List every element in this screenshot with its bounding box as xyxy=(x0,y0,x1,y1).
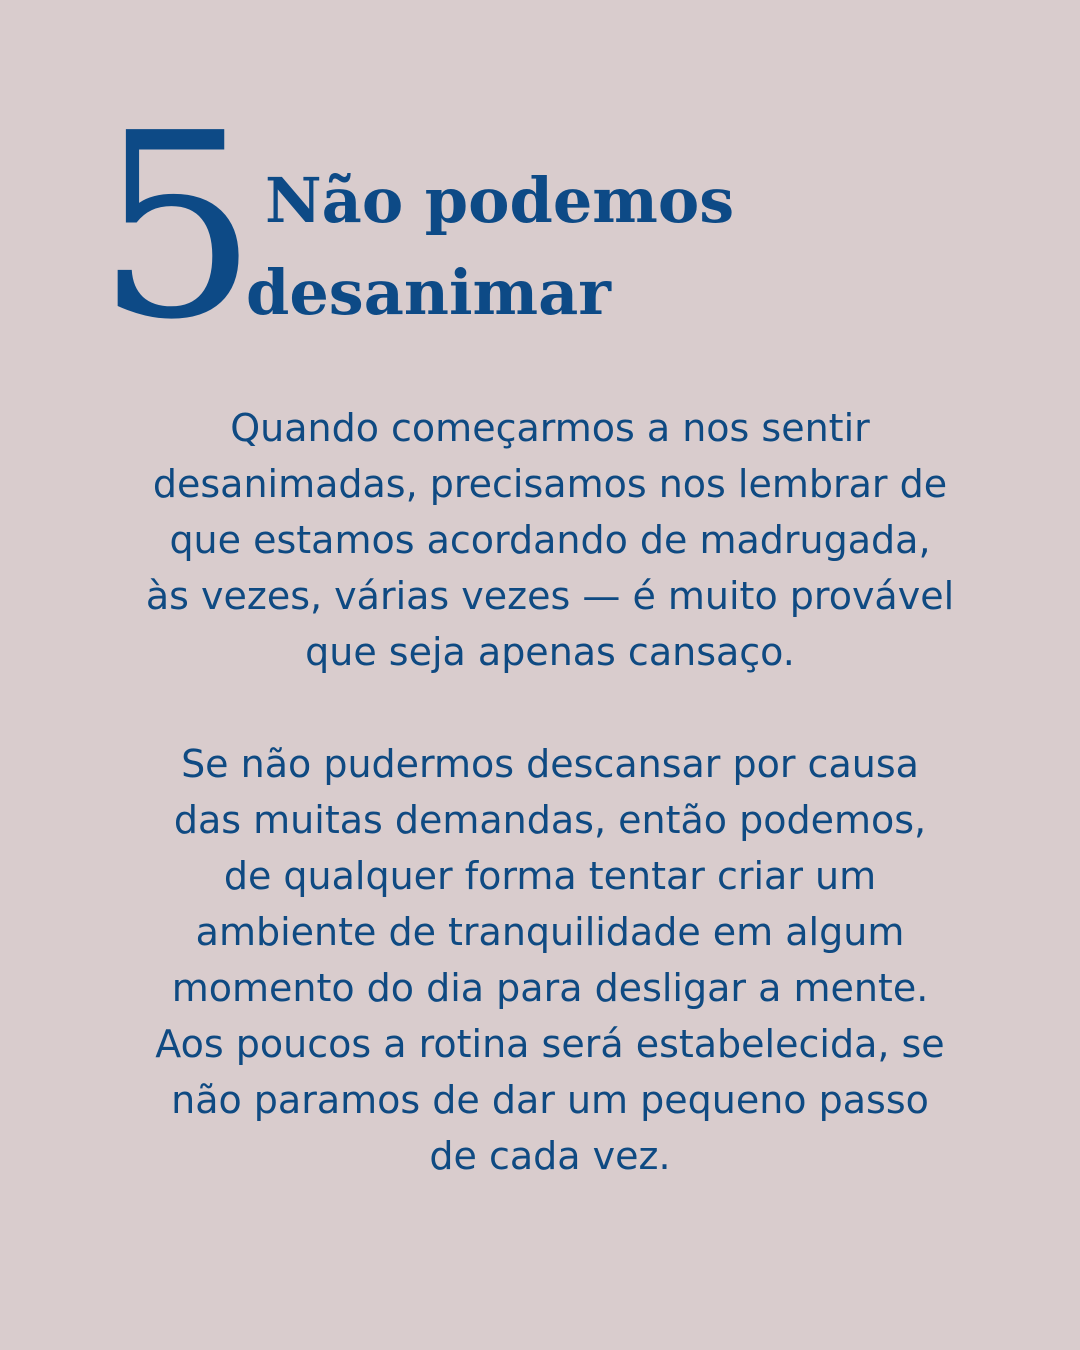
paragraph-1 xyxy=(110,400,990,680)
paragraph-1-line: Quando começarmos a nos sentir xyxy=(230,406,870,450)
step-number: 5 xyxy=(96,79,255,376)
paragraph-2-line: ambiente de tranquilidade em algum xyxy=(195,910,905,954)
paragraph-2-line: das muitas demandas, então podemos, xyxy=(173,798,927,842)
paragraph-2-line: momento do dia para desligar a mente. xyxy=(171,966,929,1010)
title-line-2: desanimar xyxy=(246,256,611,329)
paragraph-1-line: desanimadas, precisamos nos lembrar de xyxy=(152,462,948,506)
title-line-1: Não podemos xyxy=(265,164,735,237)
paragraph-2-line: Aos poucos a rotina será estabelecida, se xyxy=(155,1022,945,1066)
paragraph-2-line: de cada vez. xyxy=(429,1134,671,1178)
paragraph-1-line: que estamos acordando de madrugada, xyxy=(169,518,931,562)
paragraph-1-line: às vezes, várias vezes — é muito provável xyxy=(145,574,955,618)
paragraph-2-line: Se não pudermos descansar por causa xyxy=(181,742,919,786)
paragraph-2 xyxy=(110,736,990,1184)
paragraph-2-line: de qualquer forma tentar criar um xyxy=(223,854,877,898)
paragraph-2-line: não paramos de dar um pequeno passo xyxy=(171,1078,929,1122)
paragraph-1-line: que seja apenas cansaço. xyxy=(305,630,795,674)
